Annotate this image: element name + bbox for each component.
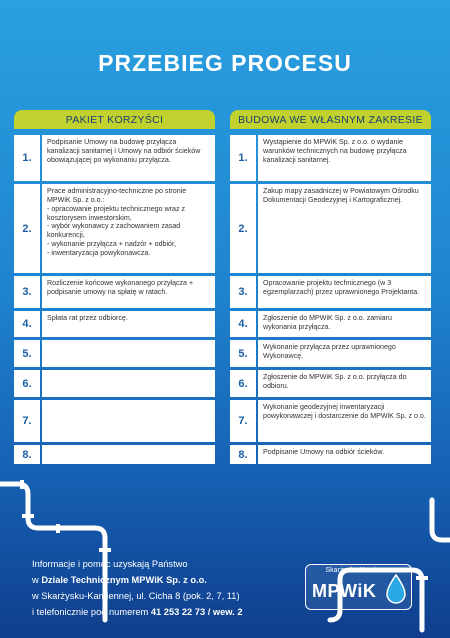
step-number: 2. <box>14 184 40 273</box>
step-text: Wystąpienie do MPWiK Sp. z o.o. o wydanie warunków technicznych na budowę przyłącza kanalizacji sanitarnej. <box>258 135 431 181</box>
step-text <box>42 370 215 397</box>
info-line-2: w Dziale Technicznym MPWiK Sp. z o.o. <box>32 575 207 585</box>
step-text: Zgłoszenie do MPWiK Sp. z o.o. przyłącza do odbioru. <box>258 370 431 397</box>
step-list-item: - opracowanie projektu technicznego wraz z kosztorysem inwestorskim, <box>47 204 186 222</box>
left-step-row <box>14 135 215 181</box>
step-text: Wykonanie geodezyjnej inwentaryzacji powykonawczej i dostarczenie do MPWiK Sp. z o.o. <box>258 400 431 442</box>
info-line-4: i telefonicznie pod numerem 41 253 22 73 / wew. 2 <box>32 607 243 617</box>
step-text: Spłata rat przez odbiorcę. <box>42 311 215 337</box>
step-number: 4. <box>230 311 256 337</box>
step-number: 7. <box>230 400 256 442</box>
left-step-row <box>14 276 215 308</box>
left-step-row <box>14 311 215 337</box>
left-step-row <box>14 184 215 273</box>
logo-name: MPWiK <box>312 581 377 601</box>
step-number: 6. <box>14 370 40 397</box>
right-column-header: BUDOWA WE WŁASNYM ZAKRESIE <box>230 110 431 129</box>
info-line-3: w Skarżysku-Kamiennej, ul. Cicha 8 (pok. 2, 7, 11) <box>32 591 240 601</box>
step-text <box>42 340 215 367</box>
step-number: 5. <box>230 340 256 367</box>
left-column-header: PAKIET KORZYŚCI <box>14 110 215 129</box>
step-text: Wykonanie przyłącza przez uprawnionego Wykonawcę. <box>258 340 431 367</box>
info-text <box>32 556 243 620</box>
right-column <box>230 110 431 461</box>
step-text: Podpisanie Umowy na budowę przyłącza kanalizacji sanitarnej i Umowy na odbiór ścieków obowiązującej po wykonaniu przyłącza. <box>42 135 215 181</box>
logo-city: Skarżysko-Kamienna <box>325 567 392 574</box>
right-step-row <box>230 400 431 442</box>
step-text: Rozliczenie końcowe wykonanego przyłącza + podpisanie umowy na spłatę w ratach. <box>42 276 215 308</box>
right-step-row <box>230 340 431 367</box>
step-number: 1. <box>14 135 40 181</box>
step-text <box>42 400 215 442</box>
step-text: Zgłoszenie do MPWiK Sp. z o.o. zamiaru wykonania przyłącza. <box>258 311 431 337</box>
left-step-row <box>14 445 215 464</box>
info-line-1: Informacje i pomoc uzyskają Państwo <box>32 559 188 569</box>
water-drop-icon <box>385 573 407 605</box>
step-text: Zakup mapy zasadniczej w Powiatowym Ośrodku Dokumentacji Geodezyjnej i Kartograficznej. <box>258 184 431 273</box>
right-step-row <box>230 311 431 337</box>
right-step-row <box>230 276 431 308</box>
step-number: 5. <box>14 340 40 367</box>
step-number: 1. <box>230 135 256 181</box>
step-text <box>42 445 215 464</box>
right-step-row <box>230 370 431 397</box>
step-list-item: - inwentaryzacja powykonawcza. <box>47 249 151 258</box>
left-step-row <box>14 400 215 442</box>
right-step-row <box>230 445 431 464</box>
left-column <box>14 110 215 461</box>
step-text: Prace administracyjno-techniczne po stronie MPWiK Sp. z o.o.: - opracowanie projektu technicznego wraz z kosztorysem inwestorskim, - wybór wykonawcy z zachowaniem zasad konkurencji, - wykonanie przyłącza + nadzór + odbiór, - inwentaryzacja powykonawcza. <box>42 184 215 273</box>
step-list-item: - wybór wykonawcy z zachowaniem zasad konkurencji, <box>47 222 181 240</box>
step-number: 2. <box>230 184 256 273</box>
left-step-row <box>14 340 215 367</box>
page-title: PRZEBIEG PROCESU <box>98 50 352 76</box>
step-number: 8. <box>14 445 40 464</box>
step-text: Podpisanie Umowy na odbiór ścieków. <box>258 445 431 464</box>
step-number: 4. <box>14 311 40 337</box>
step-number: 3. <box>14 276 40 308</box>
step-number: 3. <box>230 276 256 308</box>
step-number: 6. <box>230 370 256 397</box>
step-number: 8. <box>230 445 256 464</box>
step-number: 7. <box>14 400 40 442</box>
left-step-row <box>14 370 215 397</box>
step-list-item: - wykonanie przyłącza + nadzór + odbiór, <box>47 240 176 249</box>
right-step-row <box>230 135 431 181</box>
mpwik-logo <box>305 564 412 610</box>
step-text: Opracowanie projektu technicznego (w 3 egzemplarzach) przez uprawnionego Projektanta. <box>258 276 431 308</box>
right-step-row <box>230 184 431 273</box>
